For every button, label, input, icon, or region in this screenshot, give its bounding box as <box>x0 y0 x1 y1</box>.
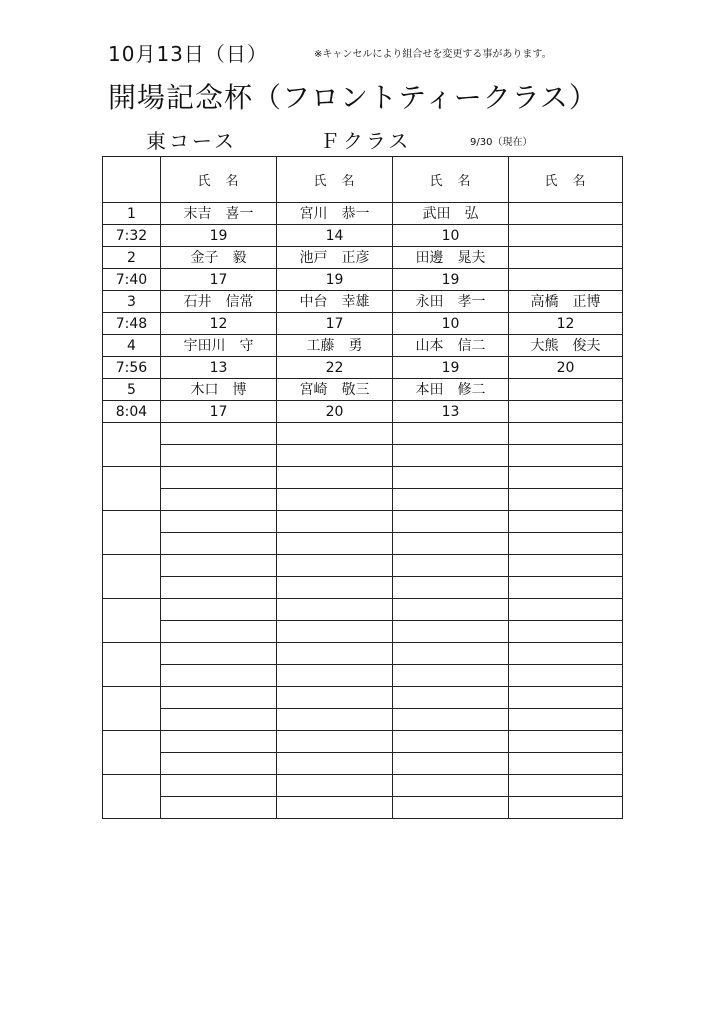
player-handicap: 22 <box>277 357 393 379</box>
cancellation-notice: ※キャンセルにより組合せを変更する事があります。 <box>314 49 552 60</box>
empty-name-cell <box>509 555 623 577</box>
empty-name-cell <box>277 731 393 753</box>
empty-handicap-cell <box>161 709 277 731</box>
empty-name-cell <box>277 643 393 665</box>
empty-name-cell <box>161 599 277 621</box>
tee-time: 7:56 <box>103 357 161 379</box>
empty-handicap-cell <box>393 445 509 467</box>
player-name: 石井 信常 <box>161 291 277 313</box>
empty-name-cell <box>161 687 277 709</box>
group-name-row <box>103 203 623 225</box>
empty-handicap-cell <box>509 445 623 467</box>
empty-group-cell <box>103 555 161 599</box>
player-handicap: 12 <box>161 313 277 335</box>
player-handicap: 20 <box>277 401 393 423</box>
player-handicap: 19 <box>277 269 393 291</box>
empty-handicap-cell <box>161 577 277 599</box>
empty-name-cell <box>161 555 277 577</box>
empty-name-cell <box>393 423 509 445</box>
empty-handicap-cell <box>277 709 393 731</box>
group-handicap-row <box>103 313 623 335</box>
player-name: 金子 毅 <box>161 247 277 269</box>
empty-handicap-cell <box>161 665 277 687</box>
player-handicap: 12 <box>509 313 623 335</box>
empty-name-cell <box>509 687 623 709</box>
player-name: 大熊 俊夫 <box>509 335 623 357</box>
class-label: Ｆクラス <box>320 129 412 153</box>
empty-name-row <box>103 467 623 489</box>
player-name: 山本 信二 <box>393 335 509 357</box>
group-name-row <box>103 379 623 401</box>
empty-handicap-row <box>103 665 623 687</box>
empty-name-cell <box>161 511 277 533</box>
group-number: 4 <box>103 335 161 357</box>
empty-handicap-cell <box>509 797 623 819</box>
empty-handicap-cell <box>509 621 623 643</box>
player-name <box>509 247 623 269</box>
player-name: 武田 弘 <box>393 203 509 225</box>
group-number: 2 <box>103 247 161 269</box>
player-name: 木口 博 <box>161 379 277 401</box>
page-title: 開場記念杯（フロントティークラス） <box>108 81 598 114</box>
empty-handicap-cell <box>393 489 509 511</box>
player-name: 池戸 正彦 <box>277 247 393 269</box>
empty-group-cell <box>103 599 161 643</box>
empty-name-cell <box>277 511 393 533</box>
empty-group-cell <box>103 423 161 467</box>
empty-handicap-row <box>103 621 623 643</box>
empty-name-row <box>103 731 623 753</box>
empty-name-cell <box>277 555 393 577</box>
column-header: 氏 名 <box>161 157 277 203</box>
empty-name-cell <box>277 467 393 489</box>
player-name <box>509 203 623 225</box>
column-header: 氏 名 <box>393 157 509 203</box>
group-handicap-row <box>103 401 623 423</box>
empty-name-cell <box>393 555 509 577</box>
empty-name-cell <box>161 423 277 445</box>
group-number: 3 <box>103 291 161 313</box>
player-name: 田邊 晁夫 <box>393 247 509 269</box>
player-handicap: 19 <box>393 269 509 291</box>
player-handicap: 10 <box>393 313 509 335</box>
empty-handicap-cell <box>393 533 509 555</box>
player-handicap: 13 <box>161 357 277 379</box>
empty-handicap-cell <box>393 577 509 599</box>
player-handicap: 14 <box>277 225 393 247</box>
player-name: 中台 幸雄 <box>277 291 393 313</box>
empty-name-cell <box>393 775 509 797</box>
player-name: 宇田川 守 <box>161 335 277 357</box>
group-handicap-row <box>103 225 623 247</box>
empty-name-row <box>103 687 623 709</box>
empty-name-cell <box>509 511 623 533</box>
player-handicap <box>509 401 623 423</box>
table-header-row <box>103 157 623 203</box>
player-handicap: 17 <box>161 401 277 423</box>
group-number: 5 <box>103 379 161 401</box>
empty-name-row <box>103 555 623 577</box>
empty-handicap-cell <box>509 753 623 775</box>
empty-name-cell <box>393 599 509 621</box>
empty-handicap-cell <box>277 665 393 687</box>
group-header-cell <box>103 157 161 203</box>
event-date: 10月13日（日） <box>108 42 268 66</box>
player-name: 末吉 喜一 <box>161 203 277 225</box>
empty-handicap-cell <box>393 753 509 775</box>
player-name: 宮川 恭一 <box>277 203 393 225</box>
empty-handicap-cell <box>277 489 393 511</box>
course-label: 東コース <box>146 129 237 153</box>
player-handicap: 13 <box>393 401 509 423</box>
player-name <box>509 379 623 401</box>
empty-name-cell <box>161 643 277 665</box>
empty-handicap-row <box>103 489 623 511</box>
empty-handicap-cell <box>161 533 277 555</box>
as-of-date: 9/30（現在） <box>470 137 533 148</box>
empty-handicap-cell <box>393 621 509 643</box>
empty-handicap-cell <box>161 445 277 467</box>
empty-name-cell <box>509 643 623 665</box>
empty-handicap-cell <box>509 665 623 687</box>
empty-handicap-cell <box>509 577 623 599</box>
empty-group-cell <box>103 687 161 731</box>
empty-name-cell <box>277 687 393 709</box>
empty-handicap-cell <box>161 797 277 819</box>
empty-handicap-cell <box>509 709 623 731</box>
group-handicap-row <box>103 269 623 291</box>
player-name: 本田 修二 <box>393 379 509 401</box>
player-handicap: 20 <box>509 357 623 379</box>
tee-time: 8:04 <box>103 401 161 423</box>
player-handicap <box>509 225 623 247</box>
empty-name-cell <box>509 731 623 753</box>
empty-handicap-cell <box>509 489 623 511</box>
empty-name-cell <box>509 467 623 489</box>
empty-group-cell <box>103 731 161 775</box>
empty-group-cell <box>103 775 161 819</box>
empty-name-cell <box>509 599 623 621</box>
empty-handicap-cell <box>393 797 509 819</box>
empty-handicap-cell <box>277 445 393 467</box>
player-handicap <box>509 269 623 291</box>
group-name-row <box>103 291 623 313</box>
player-name: 永田 孝一 <box>393 291 509 313</box>
empty-handicap-cell <box>277 533 393 555</box>
empty-handicap-cell <box>277 577 393 599</box>
empty-name-cell <box>161 775 277 797</box>
tee-time: 7:48 <box>103 313 161 335</box>
player-name: 工藤 勇 <box>277 335 393 357</box>
player-handicap: 10 <box>393 225 509 247</box>
player-name: 宮崎 敬三 <box>277 379 393 401</box>
player-handicap: 17 <box>277 313 393 335</box>
empty-name-cell <box>393 643 509 665</box>
empty-group-cell <box>103 643 161 687</box>
pairings-table <box>102 156 623 819</box>
empty-handicap-cell <box>161 621 277 643</box>
empty-name-cell <box>277 423 393 445</box>
empty-name-cell <box>393 467 509 489</box>
empty-name-row <box>103 511 623 533</box>
empty-name-row <box>103 643 623 665</box>
empty-name-cell <box>277 775 393 797</box>
empty-name-cell <box>277 599 393 621</box>
pairings-body <box>103 203 623 819</box>
empty-handicap-cell <box>161 489 277 511</box>
empty-group-cell <box>103 511 161 555</box>
empty-name-cell <box>509 423 623 445</box>
empty-name-cell <box>393 687 509 709</box>
tee-time: 7:40 <box>103 269 161 291</box>
player-handicap: 19 <box>161 225 277 247</box>
empty-handicap-row <box>103 753 623 775</box>
empty-name-row <box>103 599 623 621</box>
empty-handicap-cell <box>277 753 393 775</box>
empty-handicap-row <box>103 709 623 731</box>
tee-time: 7:32 <box>103 225 161 247</box>
empty-name-cell <box>509 775 623 797</box>
empty-handicap-row <box>103 533 623 555</box>
empty-handicap-cell <box>393 665 509 687</box>
player-handicap: 19 <box>393 357 509 379</box>
empty-name-cell <box>161 467 277 489</box>
empty-handicap-cell <box>277 621 393 643</box>
empty-group-cell <box>103 467 161 511</box>
group-name-row <box>103 335 623 357</box>
group-handicap-row <box>103 357 623 379</box>
empty-name-row <box>103 775 623 797</box>
column-header: 氏 名 <box>509 157 623 203</box>
empty-handicap-cell <box>277 797 393 819</box>
player-name: 高橋 正博 <box>509 291 623 313</box>
empty-handicap-cell <box>161 753 277 775</box>
player-handicap: 17 <box>161 269 277 291</box>
empty-handicap-cell <box>509 533 623 555</box>
empty-handicap-cell <box>393 709 509 731</box>
empty-name-cell <box>161 731 277 753</box>
group-number: 1 <box>103 203 161 225</box>
empty-name-cell <box>393 511 509 533</box>
empty-handicap-row <box>103 797 623 819</box>
empty-handicap-row <box>103 445 623 467</box>
empty-name-cell <box>393 731 509 753</box>
empty-name-row <box>103 423 623 445</box>
empty-handicap-row <box>103 577 623 599</box>
group-name-row <box>103 247 623 269</box>
column-header: 氏 名 <box>277 157 393 203</box>
